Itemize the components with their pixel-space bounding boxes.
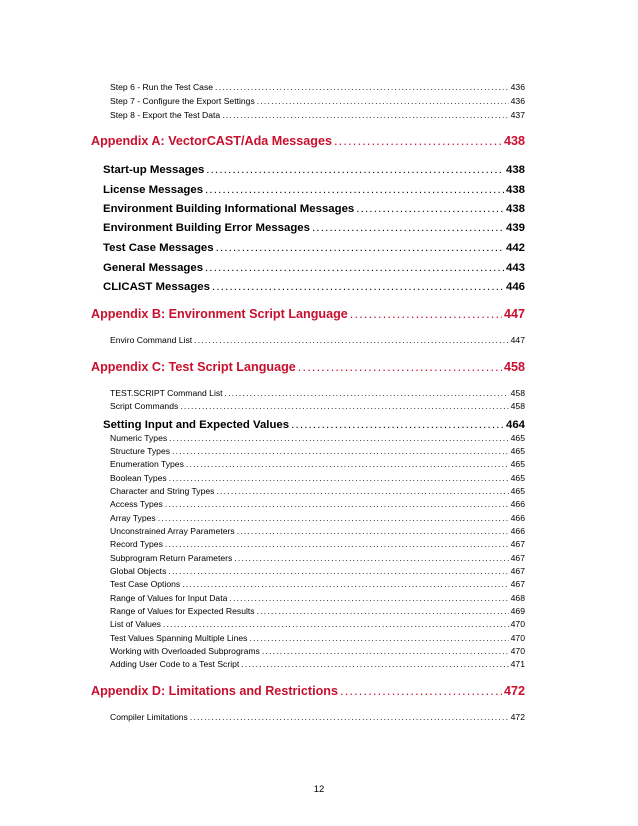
toc-entry[interactable] xyxy=(110,401,525,411)
toc-entry-title: Step 7 - Configure the Export Settings xyxy=(110,96,255,106)
toc-entry-title: Access Types xyxy=(110,499,163,509)
toc-entry[interactable] xyxy=(110,433,525,443)
toc-entry[interactable] xyxy=(110,539,525,549)
toc-entry[interactable] xyxy=(110,486,525,496)
toc-entry[interactable] xyxy=(110,566,525,576)
toc-section-entry[interactable] xyxy=(103,222,525,234)
toc-section-entry[interactable] xyxy=(103,419,525,431)
dot-leader xyxy=(216,486,508,496)
toc-appendix-heading[interactable] xyxy=(91,684,525,698)
toc-entry-title: TEST.SCRIPT Command List xyxy=(110,388,223,398)
toc-entry-title: Environment Building Informational Messages xyxy=(103,203,355,215)
toc-entry[interactable] xyxy=(110,446,525,456)
dot-leader xyxy=(165,539,509,549)
dot-leader xyxy=(298,360,502,374)
toc-entry-title: Start-up Messages xyxy=(103,164,205,176)
toc-entry-page: 438 xyxy=(505,184,525,196)
dot-leader xyxy=(249,633,508,643)
toc-entry-page: 438 xyxy=(505,164,525,176)
toc-entry-title: Test Values Spanning Multiple Lines xyxy=(110,633,248,643)
toc-entry-page: 438 xyxy=(505,203,525,215)
toc-entry-page: 465 xyxy=(510,459,525,469)
dot-leader xyxy=(190,712,509,722)
toc-entry-title: Appendix B: Environment Script Language xyxy=(91,307,348,321)
dot-leader xyxy=(262,646,509,656)
toc-entry-page: 436 xyxy=(510,82,525,92)
toc-appendix-heading[interactable] xyxy=(91,307,525,321)
toc-entry-title: Script Commands xyxy=(110,401,179,411)
toc-appendix-heading[interactable] xyxy=(91,360,525,374)
toc-section-entry[interactable] xyxy=(103,242,525,254)
dot-leader xyxy=(222,110,508,120)
toc-section-entry[interactable] xyxy=(103,184,525,196)
toc-entry-page: 466 xyxy=(510,526,525,536)
toc-entry-page: 467 xyxy=(510,579,525,589)
toc-section-entry[interactable] xyxy=(103,262,525,274)
toc-entry-page: 468 xyxy=(510,593,525,603)
toc-entry-page: 470 xyxy=(510,619,525,629)
toc-entry-page: 439 xyxy=(505,222,525,234)
toc-entry[interactable] xyxy=(110,513,525,523)
toc-entry-title: Setting Input and Expected Values xyxy=(103,419,290,431)
dot-leader xyxy=(234,553,508,563)
dot-leader xyxy=(229,593,508,603)
dot-leader xyxy=(312,222,504,234)
toc-entry-title: Range of Values for Input Data xyxy=(110,593,228,603)
toc-entry-page: 467 xyxy=(510,566,525,576)
toc-entry-page: 469 xyxy=(510,606,525,616)
toc-entry-title: Record Types xyxy=(110,539,163,549)
dot-leader xyxy=(225,388,509,398)
toc-entry-page: 472 xyxy=(510,712,525,722)
toc-entry-title: Appendix C: Test Script Language xyxy=(91,360,296,374)
dot-leader xyxy=(169,473,509,483)
dot-leader xyxy=(350,307,502,321)
toc-entry-title: Enumeration Types xyxy=(110,459,184,469)
toc-entry-title: Unconstrained Array Parameters xyxy=(110,526,235,536)
toc-entry-page: 436 xyxy=(510,96,525,106)
toc-entry-title: Step 8 - Export the Test Data xyxy=(110,110,221,120)
toc-section-entry[interactable] xyxy=(103,164,525,176)
toc-entry-title: Adding User Code to a Test Script xyxy=(110,659,240,669)
toc-entry-page: 438 xyxy=(503,134,525,148)
toc-entry[interactable] xyxy=(110,619,525,629)
toc-entry-page: 467 xyxy=(510,539,525,549)
toc-entry[interactable] xyxy=(110,110,525,120)
dot-leader xyxy=(180,401,508,411)
toc-section-entry[interactable] xyxy=(103,203,525,215)
toc-entry-title: Boolean Types xyxy=(110,473,167,483)
toc-entry-title: Appendix D: Limitations and Restrictions xyxy=(91,684,338,698)
dot-leader xyxy=(172,446,509,456)
toc-entry-page: 472 xyxy=(503,684,525,698)
dot-leader xyxy=(257,606,509,616)
toc-entry-page: 466 xyxy=(510,513,525,523)
toc-entry-title: Character and String Types xyxy=(110,486,215,496)
toc-entry[interactable] xyxy=(110,499,525,509)
toc-entry-page: 471 xyxy=(510,659,525,669)
dot-leader xyxy=(356,203,504,215)
dot-leader xyxy=(334,134,502,148)
toc-entry-page: 465 xyxy=(510,446,525,456)
dot-leader xyxy=(216,242,504,254)
toc-entry-title: List of Values xyxy=(110,619,161,629)
toc-entry-page: 466 xyxy=(510,499,525,509)
toc-entry[interactable] xyxy=(110,526,525,536)
toc-entry-title: Test Case Options xyxy=(110,579,181,589)
toc-entry[interactable] xyxy=(110,646,525,656)
toc-entry-page: 447 xyxy=(503,307,525,321)
toc-entry-title: License Messages xyxy=(103,184,204,196)
toc-entry-page: 442 xyxy=(505,242,525,254)
toc-entry-page: 465 xyxy=(510,473,525,483)
toc-entry-title: Numeric Types xyxy=(110,433,168,443)
dot-leader xyxy=(206,164,504,176)
toc-entry[interactable] xyxy=(110,553,525,563)
toc-entry-page: 447 xyxy=(510,335,525,345)
toc-entry-title: Range of Values for Expected Results xyxy=(110,606,255,616)
toc-entry-title: Global Objects xyxy=(110,566,167,576)
toc-entry-title: Working with Overloaded Subprograms xyxy=(110,646,260,656)
toc-entry-page: 458 xyxy=(510,388,525,398)
dot-leader xyxy=(169,433,509,443)
toc-entry[interactable] xyxy=(110,388,525,398)
dot-leader xyxy=(182,579,508,589)
dot-leader xyxy=(291,419,504,431)
toc-entry[interactable] xyxy=(110,473,525,483)
toc-entry-title: Environment Building Error Messages xyxy=(103,222,310,234)
dot-leader xyxy=(257,96,509,106)
toc-entry-page: 446 xyxy=(505,281,525,293)
dot-leader xyxy=(205,184,504,196)
toc-entry-title: Subprogram Return Parameters xyxy=(110,553,233,563)
dot-leader xyxy=(205,262,504,274)
dot-leader xyxy=(163,619,509,629)
toc-entry[interactable] xyxy=(110,659,525,669)
toc-section-entry[interactable] xyxy=(103,281,525,293)
dot-leader xyxy=(237,526,509,536)
dot-leader xyxy=(158,513,509,523)
toc-entry-page: 437 xyxy=(510,110,525,120)
toc-entry-title: CLICAST Messages xyxy=(103,281,210,293)
toc-entry-page: 465 xyxy=(510,486,525,496)
toc-entry[interactable] xyxy=(110,712,525,722)
dot-leader xyxy=(212,281,504,293)
toc-entry-title: Array Types xyxy=(110,513,156,523)
toc-appendix-heading[interactable] xyxy=(91,134,525,148)
toc-entry[interactable] xyxy=(110,593,525,603)
toc-entry[interactable] xyxy=(110,606,525,616)
toc-entry-page: 470 xyxy=(510,633,525,643)
toc-entry-page: 465 xyxy=(510,433,525,443)
toc-entry-page: 458 xyxy=(503,360,525,374)
dot-leader xyxy=(241,659,508,669)
dot-leader xyxy=(340,684,502,698)
toc-entry[interactable] xyxy=(110,459,525,469)
toc-entry-title: Compiler Limitations xyxy=(110,712,188,722)
dot-leader xyxy=(165,499,509,509)
toc-entry[interactable] xyxy=(110,579,525,589)
toc-entry-title: Test Case Messages xyxy=(103,242,214,254)
page-number: 12 xyxy=(313,784,325,795)
toc-entry[interactable] xyxy=(110,96,525,106)
toc-entry-title: Step 6 - Run the Test Case xyxy=(110,82,214,92)
dot-leader xyxy=(215,82,509,92)
toc-entry[interactable] xyxy=(110,633,525,643)
dot-leader xyxy=(186,459,509,469)
toc-entry-page: 458 xyxy=(510,401,525,411)
toc-entry-title: Structure Types xyxy=(110,446,171,456)
toc-entry-page: 470 xyxy=(510,646,525,656)
toc-entry-title: General Messages xyxy=(103,262,204,274)
toc-entry-page: 467 xyxy=(510,553,525,563)
dot-leader xyxy=(168,566,508,576)
dot-leader xyxy=(194,335,509,345)
toc-entry-page: 464 xyxy=(505,419,525,431)
toc-entry-page: 443 xyxy=(505,262,525,274)
toc-entry[interactable] xyxy=(110,335,525,345)
toc-entry-title: Enviro Command List xyxy=(110,335,193,345)
toc-entry-title: Appendix A: VectorCAST/Ada Messages xyxy=(91,134,332,148)
toc-entry[interactable] xyxy=(110,82,525,92)
